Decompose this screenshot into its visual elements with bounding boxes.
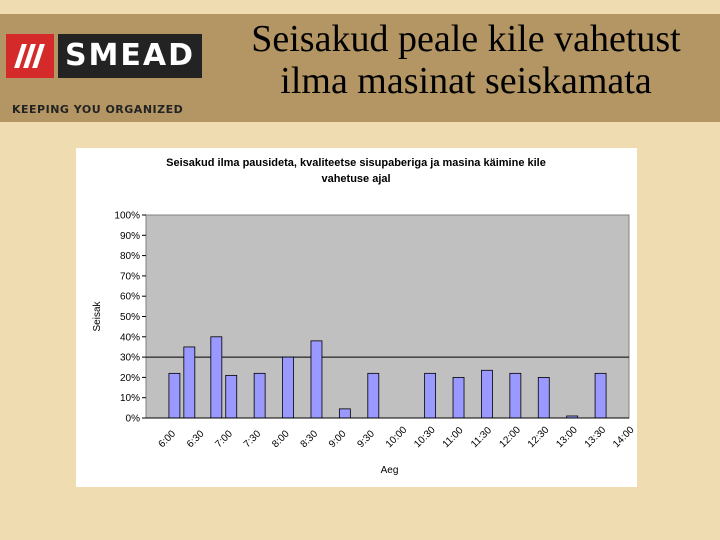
chart-title-line: Seisakud ilma pausideta, kvaliteetse sisupaberiga ja masina käimine kile [166, 157, 546, 169]
x-tick-label: 8:30 [298, 428, 321, 451]
bar [510, 373, 521, 418]
logo-mark [6, 34, 54, 78]
y-tick-label: 60% [119, 291, 140, 303]
bar [595, 373, 606, 418]
bar [283, 357, 294, 418]
x-tick-label: 7:00 [213, 428, 235, 451]
y-tick-label: 40% [119, 332, 140, 344]
bar [311, 341, 322, 418]
x-tick-label: 13:00 [554, 424, 580, 451]
logo-name: SMEAD [58, 34, 202, 78]
y-tick-label: 30% [119, 352, 140, 364]
bar [481, 370, 492, 418]
y-tick-label: 20% [119, 372, 140, 384]
x-tick-label: 9:00 [327, 428, 349, 451]
x-tick-label: 11:00 [440, 425, 466, 451]
y-tick-label: 70% [119, 271, 140, 283]
bar [169, 373, 180, 418]
bar-chart [76, 148, 637, 487]
x-tick-label: 12:30 [525, 424, 552, 451]
y-tick-label: 100% [114, 210, 140, 222]
slide-title [212, 18, 720, 102]
x-tick-label: 10:00 [383, 424, 410, 451]
y-tick-label: 90% [119, 230, 140, 242]
y-tick-label: 50% [119, 312, 140, 323]
y-tick-label: 80% [119, 251, 140, 263]
slide-title-line2: ilma masinat seiskamata [280, 60, 652, 102]
x-tick-label: 8:00 [270, 428, 292, 451]
x-tick-label: 6:30 [184, 428, 207, 451]
x-tick-label: 7:30 [241, 428, 264, 451]
smead-logo [6, 20, 202, 116]
bar [425, 373, 436, 418]
chart-panel [76, 148, 637, 487]
logo-tagline: KEEPING YOU ORGANIZED [12, 103, 184, 116]
x-tick-label: 9:30 [355, 428, 377, 451]
x-axis-label: Aeg [380, 465, 399, 476]
bar [339, 409, 350, 418]
y-tick-label: 10% [119, 393, 140, 405]
bar [184, 347, 195, 418]
slide-title-line1: Seisakud peale kile vahetust [251, 18, 681, 60]
bar [368, 373, 379, 418]
bar [226, 375, 237, 418]
x-tick-label: 6:00 [156, 428, 179, 451]
y-tick-label: 0% [125, 413, 140, 425]
bar [538, 377, 549, 418]
x-tick-label: 13:30 [582, 424, 609, 451]
x-tick-label: 11:30 [469, 425, 495, 451]
x-tick-label: 10:30 [412, 424, 438, 451]
y-axis-label: Seisak [92, 301, 103, 332]
x-tick-label: 12:00 [497, 424, 523, 451]
chart-title-line: vahetuse ajal [321, 173, 391, 185]
bar [254, 373, 265, 418]
bar [453, 377, 464, 418]
x-tick-label: 14:00 [611, 424, 637, 451]
bar [211, 337, 222, 418]
